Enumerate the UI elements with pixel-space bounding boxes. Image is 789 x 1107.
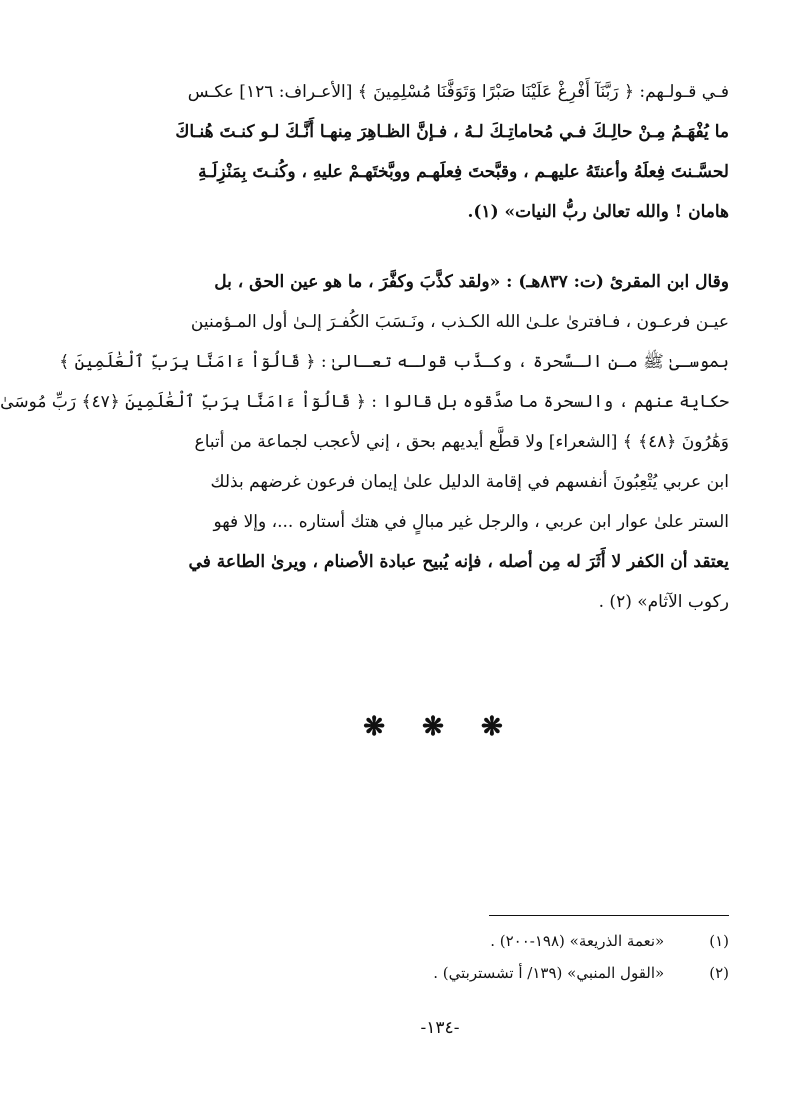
footnote-item bbox=[151, 957, 729, 989]
footnote-divider bbox=[489, 915, 729, 916]
text-line: لحسَّـنتَ فِعلَهُ وأعنتَهُ عليهـم ، وقبَّحتَ فِعلَهـم ووبَّختَهـمْ عليهِ ، وكُنـتَ بِمَنْزِلَـةِ bbox=[198, 162, 729, 182]
text-line: ابن عربي يُتْعِبُونَ أنفسهم في إقامة الدليل علىٰ إيمان فرعون غرضهم بذلك bbox=[210, 472, 729, 492]
footnote-item bbox=[151, 925, 729, 957]
text-line: هامان ! والله تعالىٰ ربُّ النيات» (١). bbox=[467, 202, 729, 222]
paragraph-1 bbox=[151, 72, 729, 232]
footnote-number: (٢) bbox=[709, 964, 729, 982]
footnote-number: (١) bbox=[709, 932, 729, 950]
text-line: عيـن فرعـون ، فـافترىٰ علـىٰ الله الكـذب ، ونَـسَبَ الكُفـرَ إلـىٰ أول المـؤمنين bbox=[190, 312, 729, 332]
text-line: ركوب الآثام» (٢) . bbox=[598, 592, 729, 612]
text-line: يعتقد أن الكفر لا أَثَرَ له مِن أصله ، فإنه يُبيح عبادة الأصنام ، ويرىٰ الطاعة في bbox=[188, 552, 729, 572]
page-number: -١٣٤- bbox=[420, 1018, 460, 1038]
text-line: فـي قـولـهم: ﴿ رَبَّنَآ أَفْرِغْ عَلَيْنَا صَبْرًا وَتَوَفَّنَا مُسْلِمِينَ ﴾ [الأعـراف: ١٢٦] عكـس bbox=[187, 82, 729, 102]
text-line: بموسـىٰ ﷺ مـن الـسَّحرة ، وكـذَّب قولـه تعـالىٰ : ﴿ قَالُوٓاْ ءَامَنَّا بِرَبِّ ٱلْعَٰلَمِينَ ﴾ bbox=[59, 352, 729, 372]
footnote-text: «نعمة الذريعة» (١٩٨-٢٠٠) . bbox=[490, 932, 665, 950]
footnotes bbox=[151, 925, 729, 989]
section-separator: ❋ ❋ ❋ bbox=[363, 712, 517, 742]
text-line: وَهَٰرُونَ ﴿٤٨﴾ ﴾ [الشعراء] ولا قطَّع أيديهم بحق ، إني لأعجب لجماعة من أتباع bbox=[194, 432, 729, 452]
text-line: ما يُفْهَـمُ مِـنْ حالِـكَ فـي مُحاماتِـكَ لـهُ ، فـإنَّ الظـاهِرَ مِنهـا أَنَّـكَ لـو كنـتَ هُنـاكَ bbox=[175, 122, 729, 142]
footnote-text: «القول المنبي» (١٣٩/ أ تشستربتي) . bbox=[433, 964, 665, 982]
text-line: وقال ابن المقرئ (ت: ٨٣٧هـ) : «ولقد كذَّبَ وكفَّرَ ، ما هو عين الحق ، بل bbox=[214, 272, 729, 292]
text-line: حكاية عنهم ، والسحرة ما صدَّقوه بل قالوا : ﴿ قَالُوٓاْ ءَامَنَّا بِرَبِّ ٱلْعَٰلَمِينَ ﴿٤٧﴾ رَبِّ مُوسَىٰ bbox=[0, 392, 729, 412]
paragraph-2 bbox=[0, 262, 729, 622]
text-line: الستر علىٰ عوار ابن عربي ، والرجل غير مبالٍ في هتك أستاره ...، وإلا فهو bbox=[213, 512, 729, 532]
